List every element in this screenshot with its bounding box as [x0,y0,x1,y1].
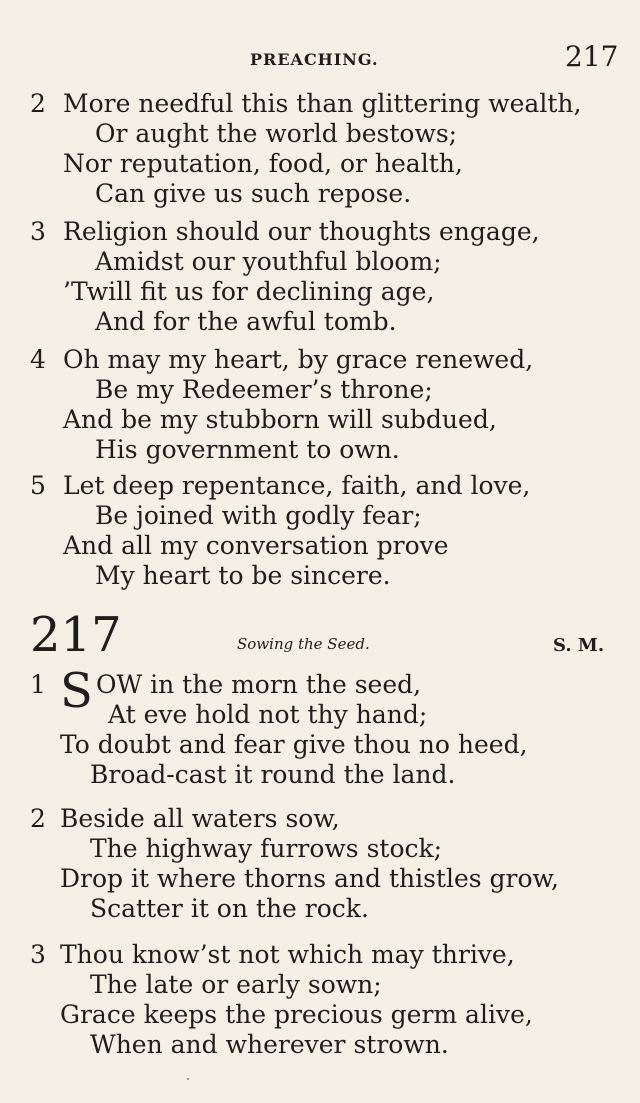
verse-line: Let deep repentance, faith, and love, [63,471,531,500]
verse-line: More needful this than glittering wealth, [63,89,582,118]
verse-number: 1 [30,670,46,699]
running-head: PREACHING. [250,50,379,69]
verse-line: Be my Redeemer’s throne; [95,375,433,404]
verse-line: Scatter it on the rock. [90,894,369,923]
hymn-title: Sowing the Seed. [237,635,370,653]
page-number: 217 [565,40,619,73]
prev-verse-3 [0,217,640,337]
prev-verse-2 [0,89,640,209]
paper-speck [187,1078,189,1080]
hymn-header [0,605,640,665]
verse-number: 2 [30,804,46,833]
verse-line: ’Twill fit us for declining age, [63,277,435,306]
hymn-number: 217 [30,607,122,663]
hymn-verse-2 [0,804,640,924]
verse-line: Nor reputation, food, or health, [63,149,463,178]
verse-number: 5 [30,471,46,500]
verse-line: Grace keeps the precious germ alive, [60,1000,533,1029]
verse-line: My heart to be sincere. [95,561,391,590]
verse-line: His government to own. [95,435,400,464]
verse-number: 2 [30,89,46,118]
verse-line: At eve hold not thy hand; [108,700,428,729]
verse-line: Drop it where thorns and thistles grow, [60,864,559,893]
verse-line: To doubt and fear give thou no heed, [60,730,528,759]
verse-line: Thou know’st not which may thrive, [60,940,515,969]
drop-cap: S [60,663,93,719]
hymn-meter: S. M. [553,635,605,656]
verse-line: The highway furrows stock; [90,834,443,863]
verse-line: When and wherever strown. [90,1030,449,1059]
verse-line: Amidst our youthful bloom; [95,247,442,276]
verse-line: And for the awful tomb. [95,307,397,336]
prev-verse-5 [0,471,640,591]
verse-line: OW in the morn the seed, [96,670,422,699]
verse-number: 3 [30,217,46,246]
verse-number: 4 [30,345,46,374]
verse-line: Beside all waters sow, [60,804,340,833]
verse-line: Can give us such repose. [95,179,412,208]
verse-line: And be my stubborn will subdued, [63,405,497,434]
prev-verse-4 [0,345,640,465]
verse-line: And all my conversation prove [63,531,449,560]
verse-number: 3 [30,940,46,969]
verse-line: Or aught the world bestows; [95,119,458,148]
verse-line: Religion should our thoughts engage, [63,217,540,246]
verse-line: The late or early sown; [90,970,382,999]
hymn-verse-3 [0,940,640,1060]
verse-line: Broad-cast it round the land. [90,760,456,789]
verse-line: Oh may my heart, by grace renewed, [63,345,534,374]
hymn-verse-1 [0,670,640,790]
verse-line: Be joined with godly fear; [95,501,422,530]
